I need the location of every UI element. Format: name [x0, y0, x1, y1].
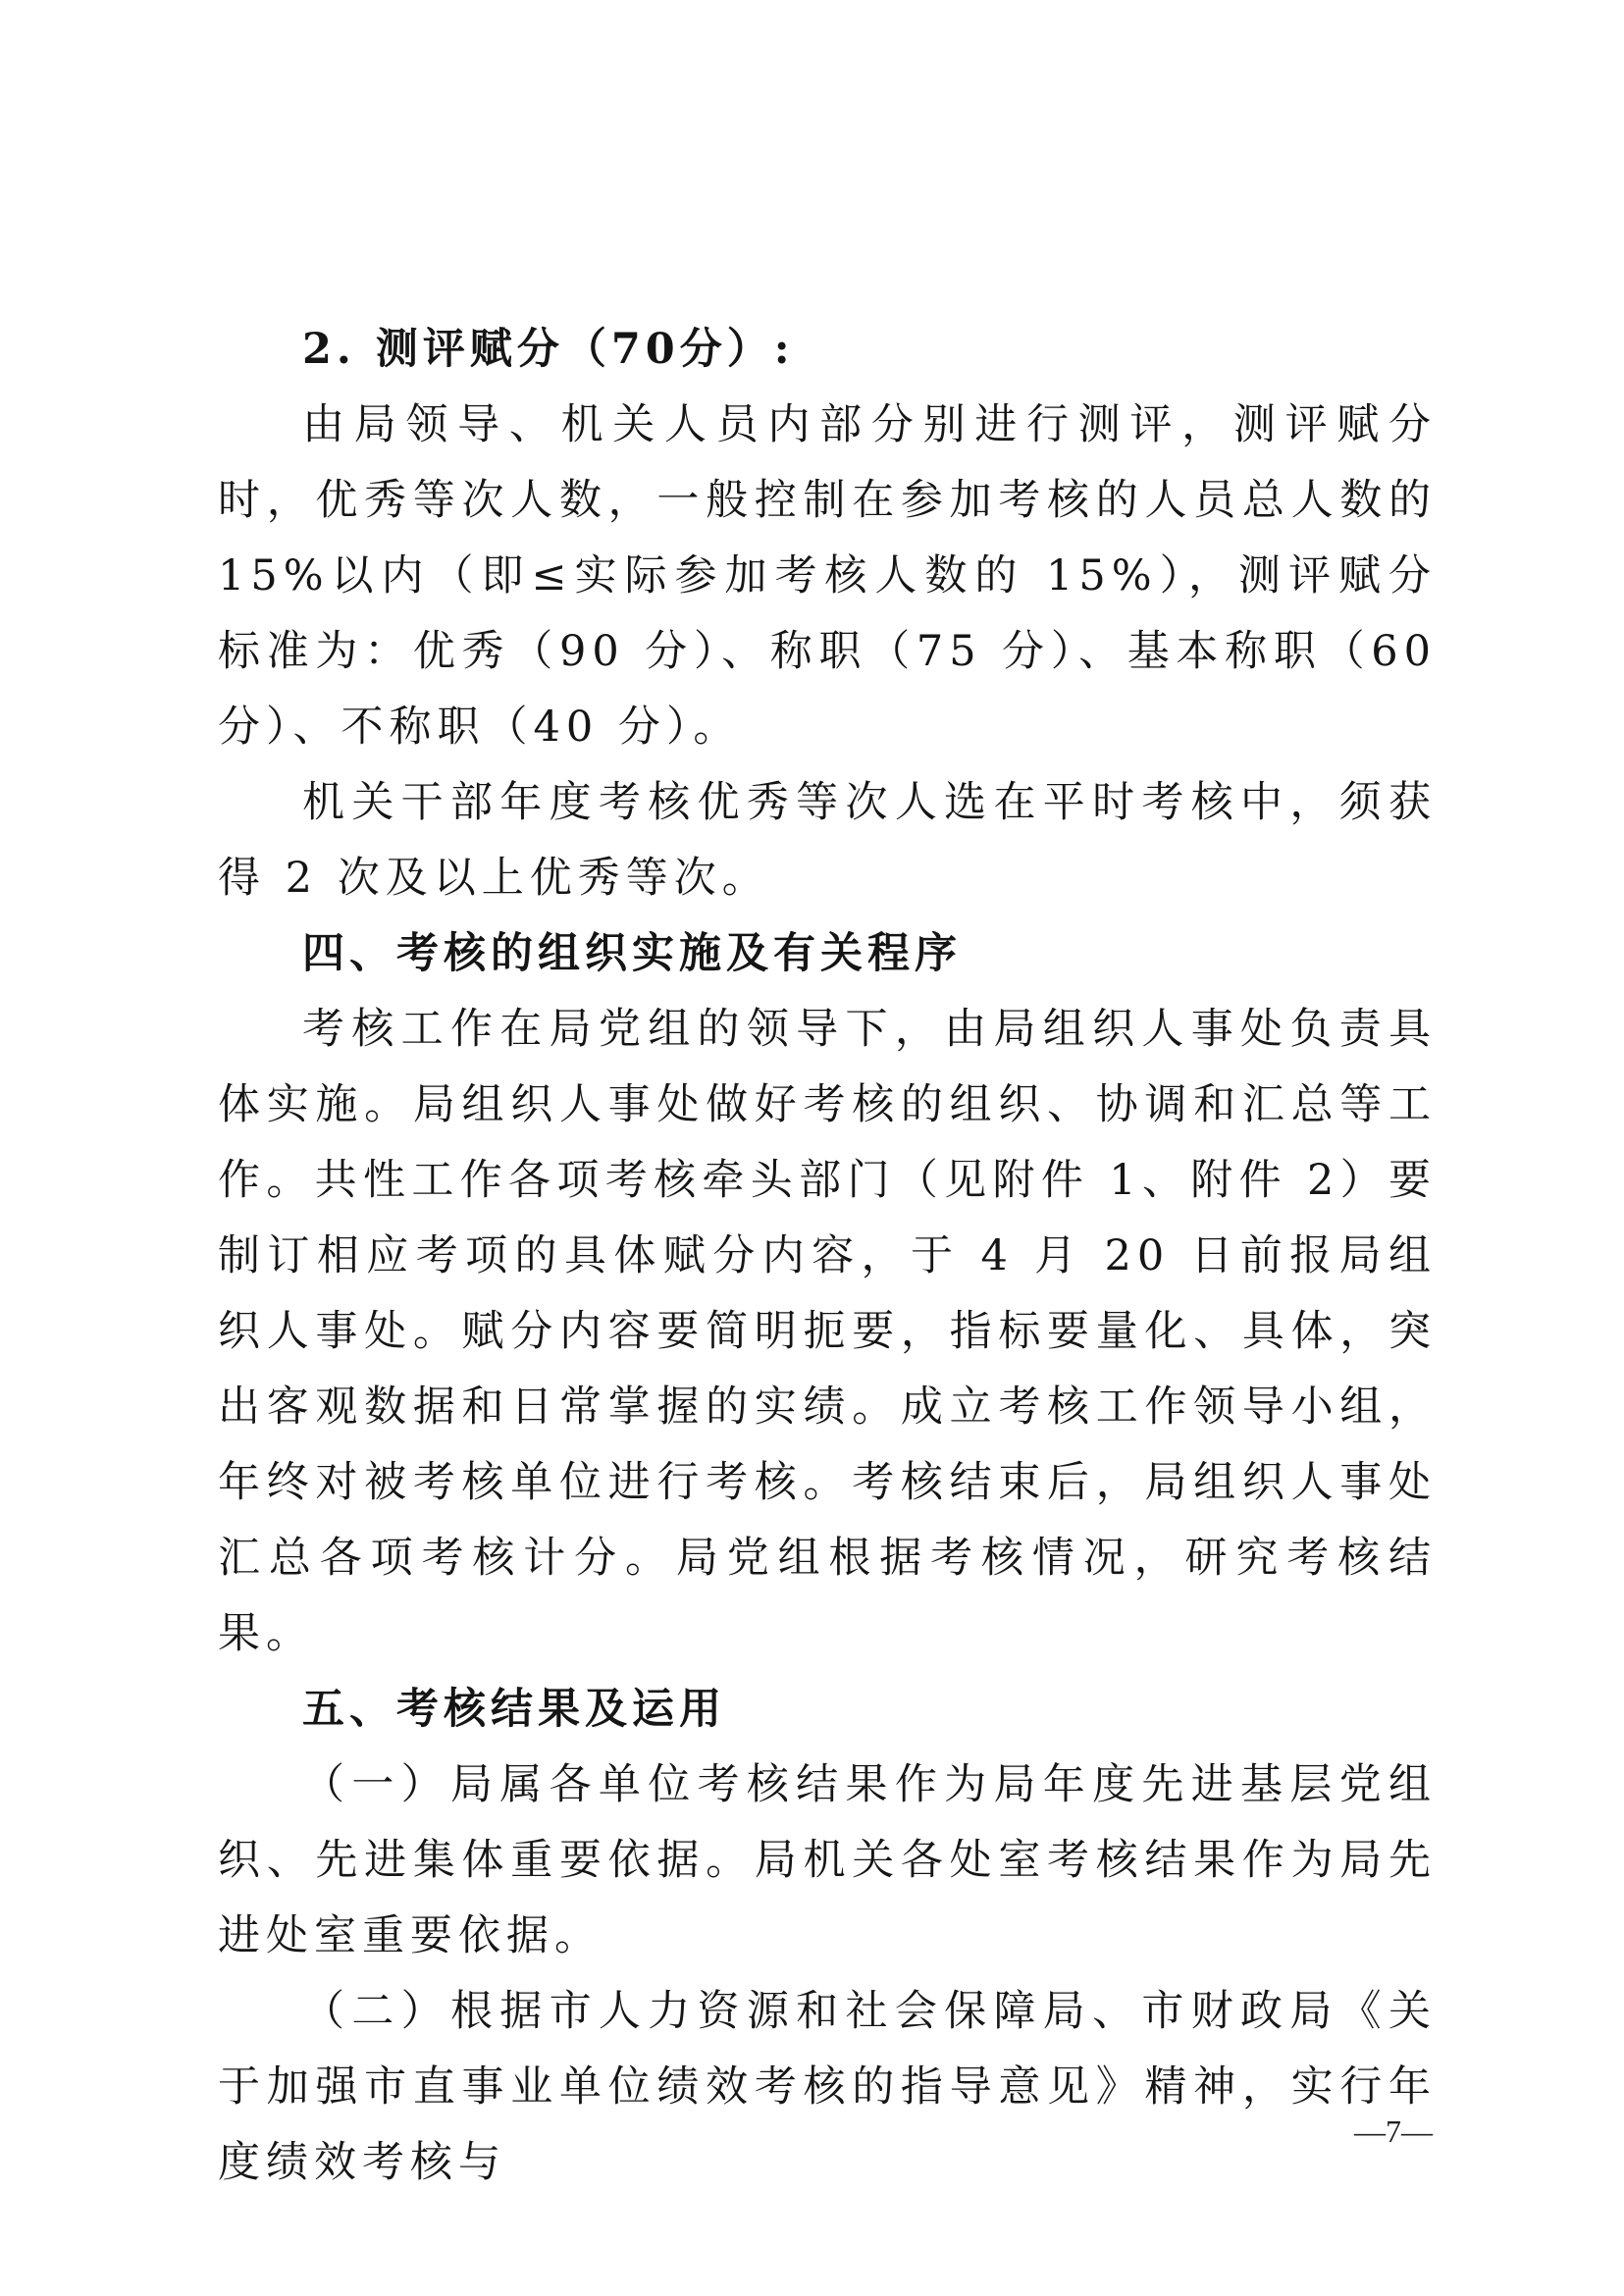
paragraph-organization-procedure: 考核工作在局党组的领导下，由局组织人事处负责具体实施。局组织人事处做好考核的组织、协调和汇总等工作。共性工作各项考核牵头部门（见附件 1、附件 2）要制订相应考项的具体赋分内容，于 4 月 20 日前报局组织人事处。赋分内容要简明扼要，指标要量化、具体，突出客观数据和日常掌握的实绩。成立考核工作领导小组，年终对被考核单位进行考核。考核结束后，局组织人事处汇总各项考核计分。局党组根据考核情况，研究考核结果。 — [218, 1005, 1437, 1658]
document-body — [218, 312, 1437, 2201]
section-heading-results: 五、考核结果及运用 — [302, 1685, 726, 1734]
page-number: —7— — [1354, 2113, 1433, 2149]
paragraph-excellent-requirement: 机关干部年度考核优秀等次人选在平时考核中，须获得 2 次及以上优秀等次。 — [218, 778, 1437, 903]
section-heading-organization: 四、考核的组织实施及有关程序 — [302, 929, 962, 978]
paragraph-results-one: （一）局属各单位考核结果作为局年度先进基层党组织、先进集体重要依据。局机关各处室考核结果作为局先进处室重要依据。 — [218, 1760, 1437, 1960]
paragraph-results-two: （二）根据市人力资源和社会保障局、市财政局《关于加强市直事业单位绩效考核的指导意见》精神，实行年度绩效考核与 — [218, 1987, 1437, 2187]
section-heading-evaluation-scoring: 2. 测评赋分（70分）: — [302, 325, 795, 374]
paragraph-evaluation-rules: 由局领导、机关人员内部分别进行测评，测评赋分时，优秀等次人数，一般控制在参加考核的人员总人数的15%以内（即≤实际参加考核人数的 15%），测评赋分标准为：优秀（90 分）、称职（75 分）、基本称职（60 分）、不称职（40 分）。 — [218, 400, 1437, 752]
